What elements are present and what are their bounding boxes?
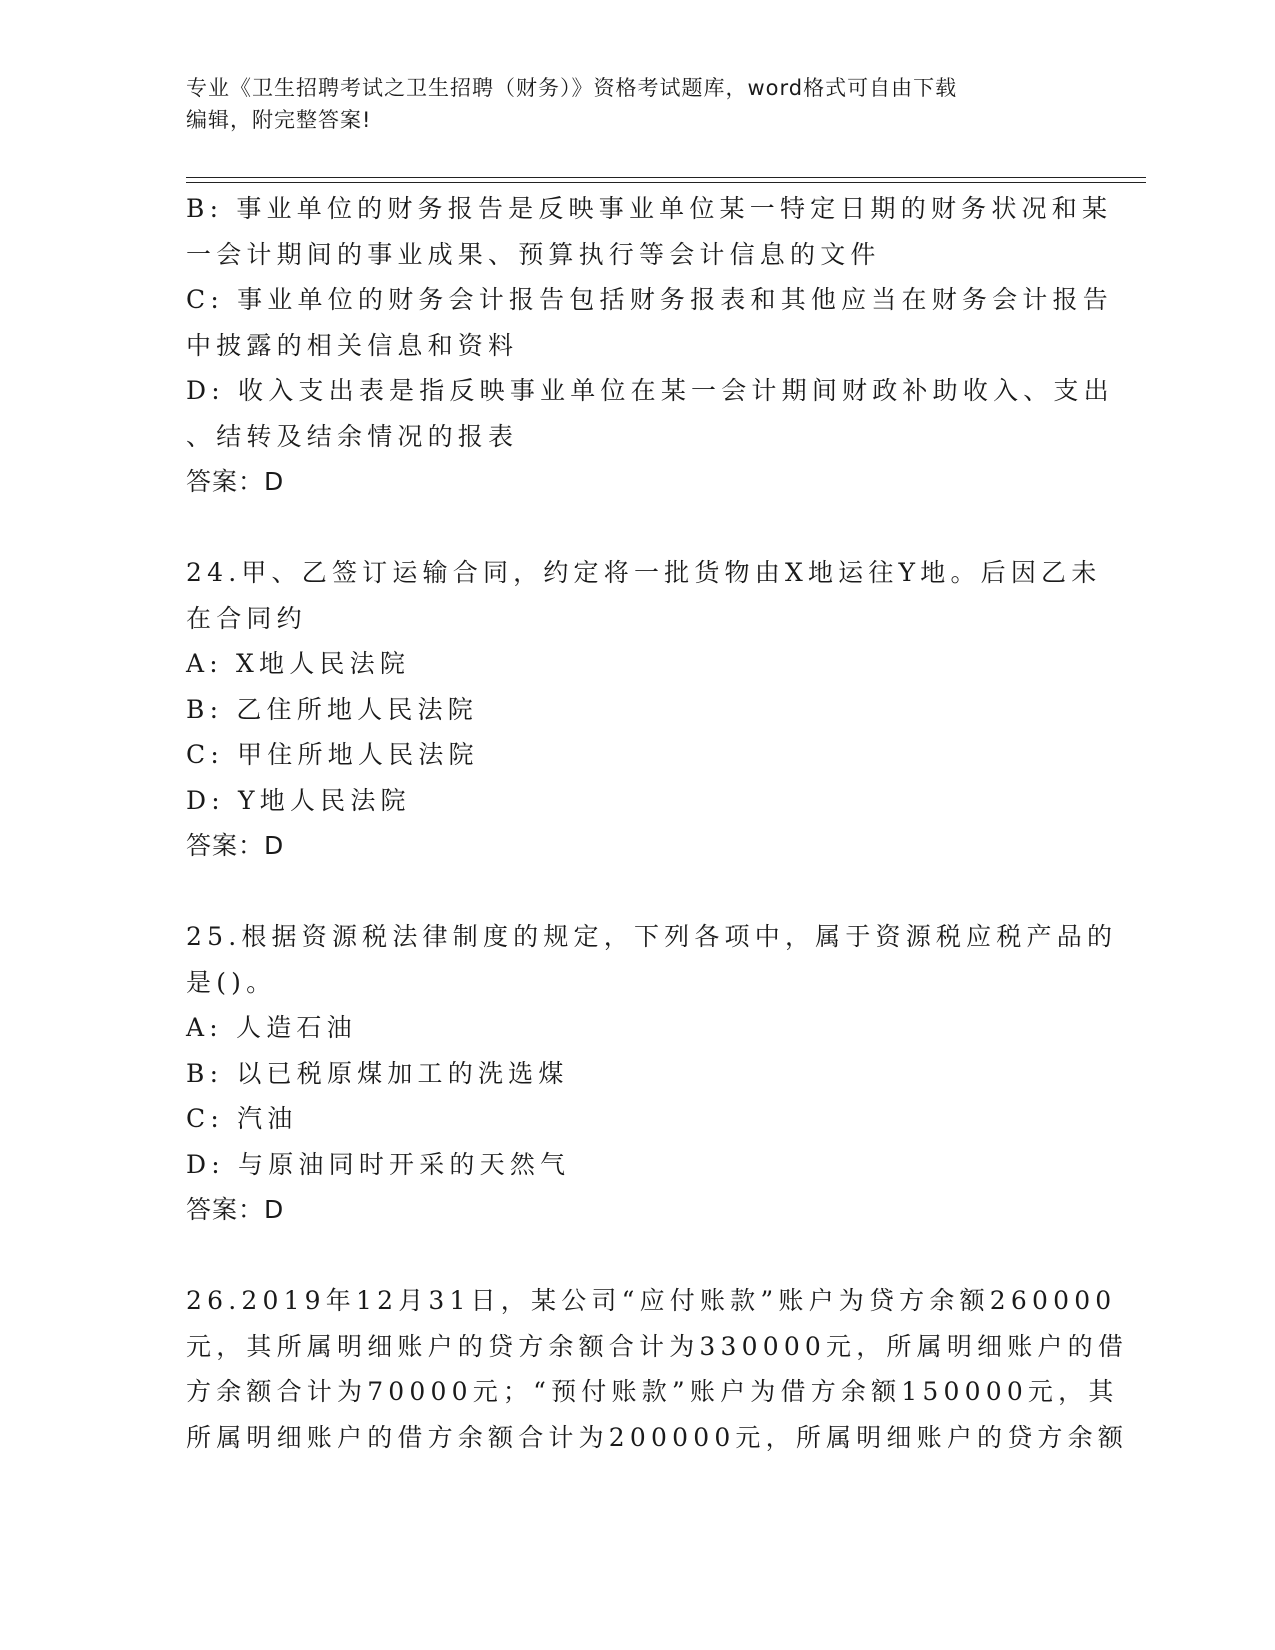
option-c-line-2: 中披露的相关信息和资料 — [186, 330, 519, 360]
question-25-stem-line-1: 25.根据资源税法律制度的规定，下列各项中，属于资源税应税产品的 — [186, 922, 1118, 951]
answer-23: 答案：D — [186, 467, 285, 496]
question-26-stem-line-1: 26.2019年12月31日，某公司“应付账款”账户为贷方余额260000 — [186, 1286, 1117, 1315]
question-24-option-a: A: X地人民法院 — [186, 649, 411, 678]
option-c-line-1: C: 事业单位的财务会计报告包括财务报表和其他应当在财务会计报告 — [186, 285, 1113, 314]
answer-25: 答案：D — [186, 1195, 285, 1224]
question-25-option-d: D: 与原油同时开采的天然气 — [186, 1149, 571, 1179]
header-line-2: 编辑，附完整答案! — [186, 108, 372, 132]
question-25-stem-line-2: 是()。 — [186, 967, 277, 997]
question-24-option-c: C: 甲住所地人民法院 — [186, 740, 479, 769]
header-divider-bottom — [186, 182, 1146, 183]
question-24-stem-line-2: 在合同约 — [186, 603, 307, 633]
question-24 — [186, 550, 1102, 869]
question-23-continued — [186, 186, 1114, 505]
page-header — [186, 72, 1066, 136]
option-d-line-1: D: 收入支出表是指反映事业单位在某一会计期间财政补助收入、支出 — [186, 376, 1114, 405]
question-25-option-c: C: 汽油 — [186, 1104, 298, 1133]
spacer — [186, 505, 1066, 551]
question-24-stem-line-1: 24.甲、乙签订运输合同，约定将一批货物由X地运往Y地。后因乙未 — [186, 558, 1102, 587]
question-25 — [186, 914, 1118, 1233]
header-line-1: 专业《卫生招聘考试之卫生招聘（财务）》资格考试题库，word格式可自由下载 — [186, 76, 958, 100]
option-b-line-1: B: 事业单位的财务报告是反映事业单位某一特定日期的财务状况和某 — [186, 194, 1113, 223]
spacer — [186, 869, 1066, 915]
question-25-option-b: B: 以已税原煤加工的洗选煤 — [186, 1058, 569, 1088]
option-d-line-2: 、结转及结余情况的报表 — [186, 421, 519, 451]
answer-24: 答案：D — [186, 831, 285, 860]
question-26-stem-line-2: 元，其所属明细账户的贷方余额合计为330000元，所属明细账户的借 — [186, 1331, 1129, 1361]
question-24-option-b: B: 乙住所地人民法院 — [186, 694, 478, 724]
option-b-line-2: 一会计期间的事业成果、预算执行等会计信息的文件 — [186, 239, 881, 269]
spacer — [186, 1233, 1066, 1279]
question-25-option-a: A: 人造石油 — [186, 1013, 357, 1042]
document-body — [186, 186, 1129, 1460]
question-24-option-d: D: Y地人民法院 — [186, 785, 411, 815]
question-26-stem-line-4: 所属明细账户的借方余额合计为200000元，所属明细账户的贷方余额 — [186, 1422, 1129, 1452]
question-26 — [186, 1278, 1129, 1460]
header-divider-top — [186, 177, 1146, 178]
question-26-stem-line-3: 方余额合计为70000元；“预付账款”账户为借方余额150000元，其 — [186, 1377, 1119, 1406]
